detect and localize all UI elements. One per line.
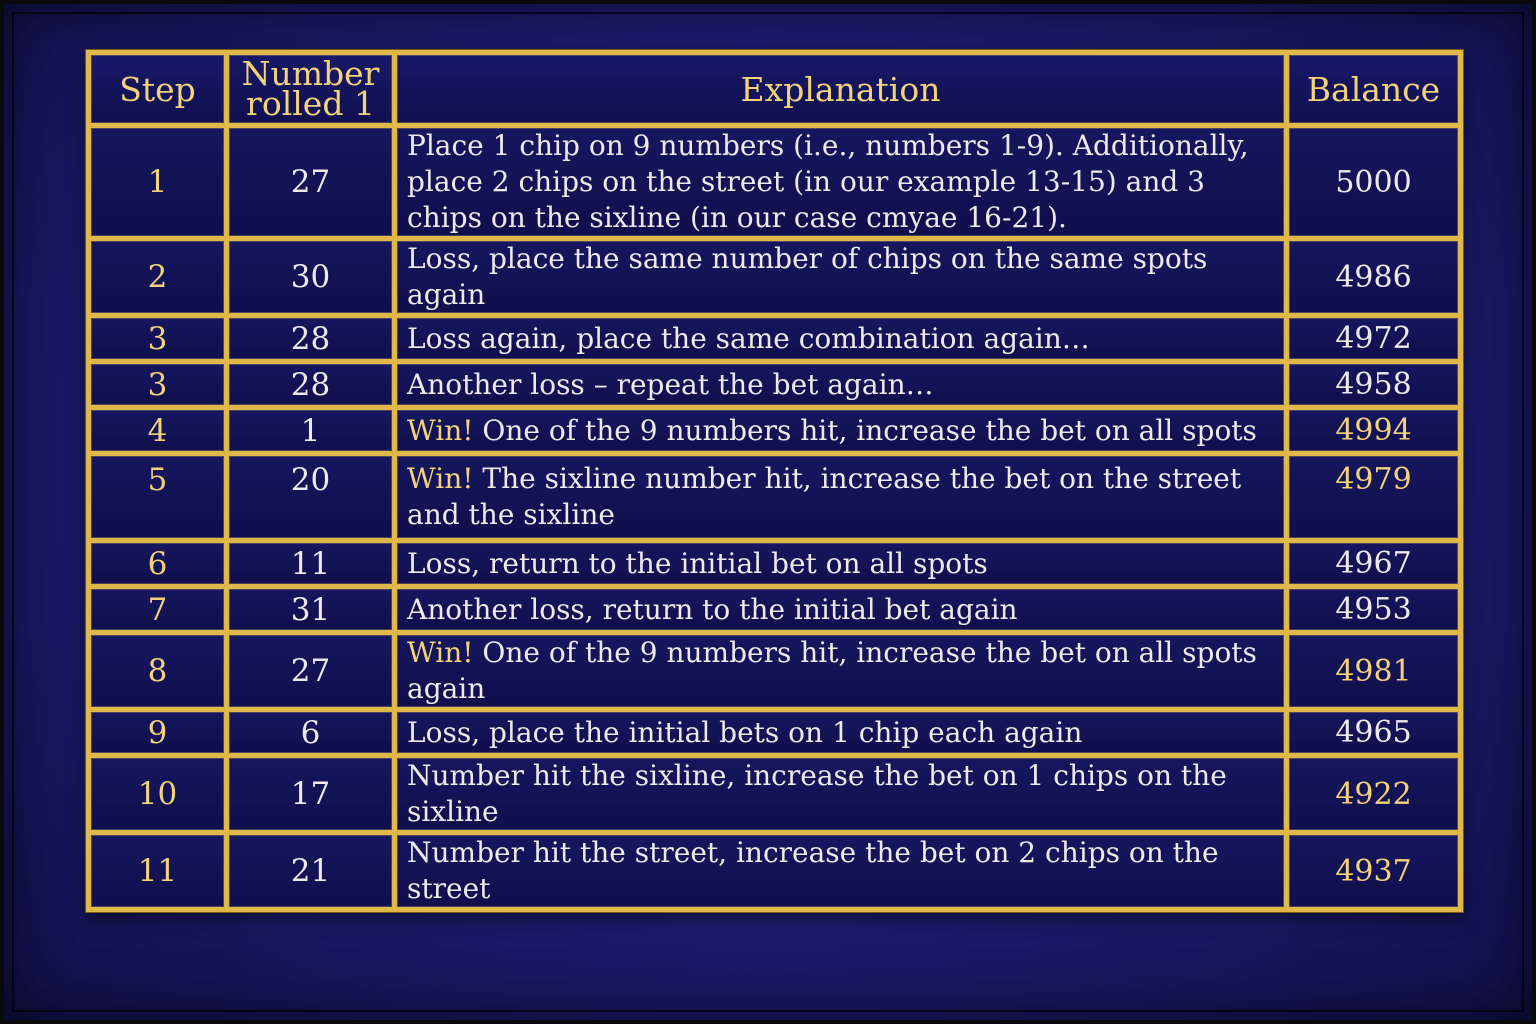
table-row — [89, 541, 1461, 587]
explanation-text: Loss, place the same number of chips on the same spots again — [407, 242, 1208, 311]
cell-balance: 4967 — [1287, 541, 1461, 587]
win-label: Win! — [407, 636, 474, 669]
cell-explanation — [395, 710, 1287, 756]
betting-sequence-table — [86, 50, 1463, 912]
cell-balance: 4994 — [1287, 408, 1461, 454]
cell-step: 7 — [89, 587, 227, 633]
table-row — [89, 239, 1461, 316]
cell-balance: 4979 — [1287, 454, 1461, 541]
cell-explanation — [395, 316, 1287, 362]
explanation-text: Loss, place the initial bets on 1 chip each again — [407, 715, 1083, 749]
explanation-text: Another loss – repeat the bet again… — [407, 367, 934, 401]
cell-number-rolled: 11 — [227, 541, 395, 587]
cell-number-rolled: 17 — [227, 756, 395, 833]
cell-balance: 4981 — [1287, 633, 1461, 710]
cell-balance: 4972 — [1287, 316, 1461, 362]
cell-step: 3 — [89, 362, 227, 408]
cell-step: 1 — [89, 126, 227, 239]
cell-number-rolled: 28 — [227, 362, 395, 408]
table-row — [89, 126, 1461, 239]
cell-number-rolled: 31 — [227, 587, 395, 633]
cell-explanation — [395, 362, 1287, 408]
table-row — [89, 633, 1461, 710]
cell-balance: 4937 — [1287, 833, 1461, 910]
table-body — [89, 126, 1461, 910]
table-row — [89, 454, 1461, 541]
table-row — [89, 833, 1461, 910]
cell-number-rolled: 21 — [227, 833, 395, 910]
cell-explanation — [395, 239, 1287, 316]
cell-step: 2 — [89, 239, 227, 316]
table-row — [89, 316, 1461, 362]
cell-balance: 4958 — [1287, 362, 1461, 408]
cell-number-rolled: 1 — [227, 408, 395, 454]
cell-balance: 4922 — [1287, 756, 1461, 833]
header-number-rolled — [227, 53, 395, 126]
table-row — [89, 587, 1461, 633]
header-step: Step — [89, 53, 227, 126]
explanation-text: Loss, return to the initial bet on all spots — [407, 546, 988, 580]
cell-step: 8 — [89, 633, 227, 710]
cell-explanation — [395, 454, 1287, 541]
win-label: Win! — [407, 462, 474, 495]
cell-step: 10 — [89, 756, 227, 833]
cell-balance: 4986 — [1287, 239, 1461, 316]
cell-explanation — [395, 633, 1287, 710]
table-row — [89, 408, 1461, 454]
header-number-line2: rolled 1 — [246, 84, 375, 123]
cell-explanation — [395, 126, 1287, 239]
cell-explanation — [395, 587, 1287, 633]
cell-step: 3 — [89, 316, 227, 362]
cell-number-rolled: 28 — [227, 316, 395, 362]
cell-step: 4 — [89, 408, 227, 454]
cell-step: 11 — [89, 833, 227, 910]
header-number-line1: Number — [241, 54, 380, 93]
explanation-text: One of the 9 numbers hit, increase the bet on all spots again — [407, 636, 1257, 705]
explanation-text: Loss again, place the same combination again… — [407, 321, 1090, 355]
explanation-text: Place 1 chip on 9 numbers (i.e., numbers 1-9). Additionally, place 2 chips on the street (in our example 13-15) and 3 chips on the sixline (in our case cmyae 16-21). — [407, 129, 1249, 234]
header-explanation: Explanation — [395, 53, 1287, 126]
cell-number-rolled: 20 — [227, 454, 395, 541]
cell-step: 9 — [89, 710, 227, 756]
header-balance: Balance — [1287, 53, 1461, 126]
cell-number-rolled: 27 — [227, 633, 395, 710]
cell-explanation — [395, 833, 1287, 910]
cell-number-rolled: 30 — [227, 239, 395, 316]
table-header-row — [89, 53, 1461, 126]
cell-balance: 4953 — [1287, 587, 1461, 633]
explanation-text: One of the 9 numbers hit, increase the bet on all spots — [473, 413, 1257, 447]
cell-step: 5 — [89, 454, 227, 541]
table-row — [89, 362, 1461, 408]
explanation-text: Another loss, return to the initial bet again — [407, 592, 1018, 626]
explanation-text: Number hit the street, increase the bet on 2 chips on the street — [407, 836, 1219, 905]
cell-balance: 4965 — [1287, 710, 1461, 756]
cell-number-rolled: 6 — [227, 710, 395, 756]
win-label: Win! — [407, 413, 474, 447]
explanation-text: The sixline number hit, increase the bet on the street and the sixline — [407, 462, 1242, 531]
table-row — [89, 710, 1461, 756]
cell-explanation — [395, 408, 1287, 454]
cell-step: 6 — [89, 541, 227, 587]
cell-explanation — [395, 756, 1287, 833]
cell-number-rolled: 27 — [227, 126, 395, 239]
explanation-text: Number hit the sixline, increase the bet on 1 chips on the sixline — [407, 759, 1227, 828]
cell-balance: 5000 — [1287, 126, 1461, 239]
cell-explanation — [395, 541, 1287, 587]
table-row — [89, 756, 1461, 833]
